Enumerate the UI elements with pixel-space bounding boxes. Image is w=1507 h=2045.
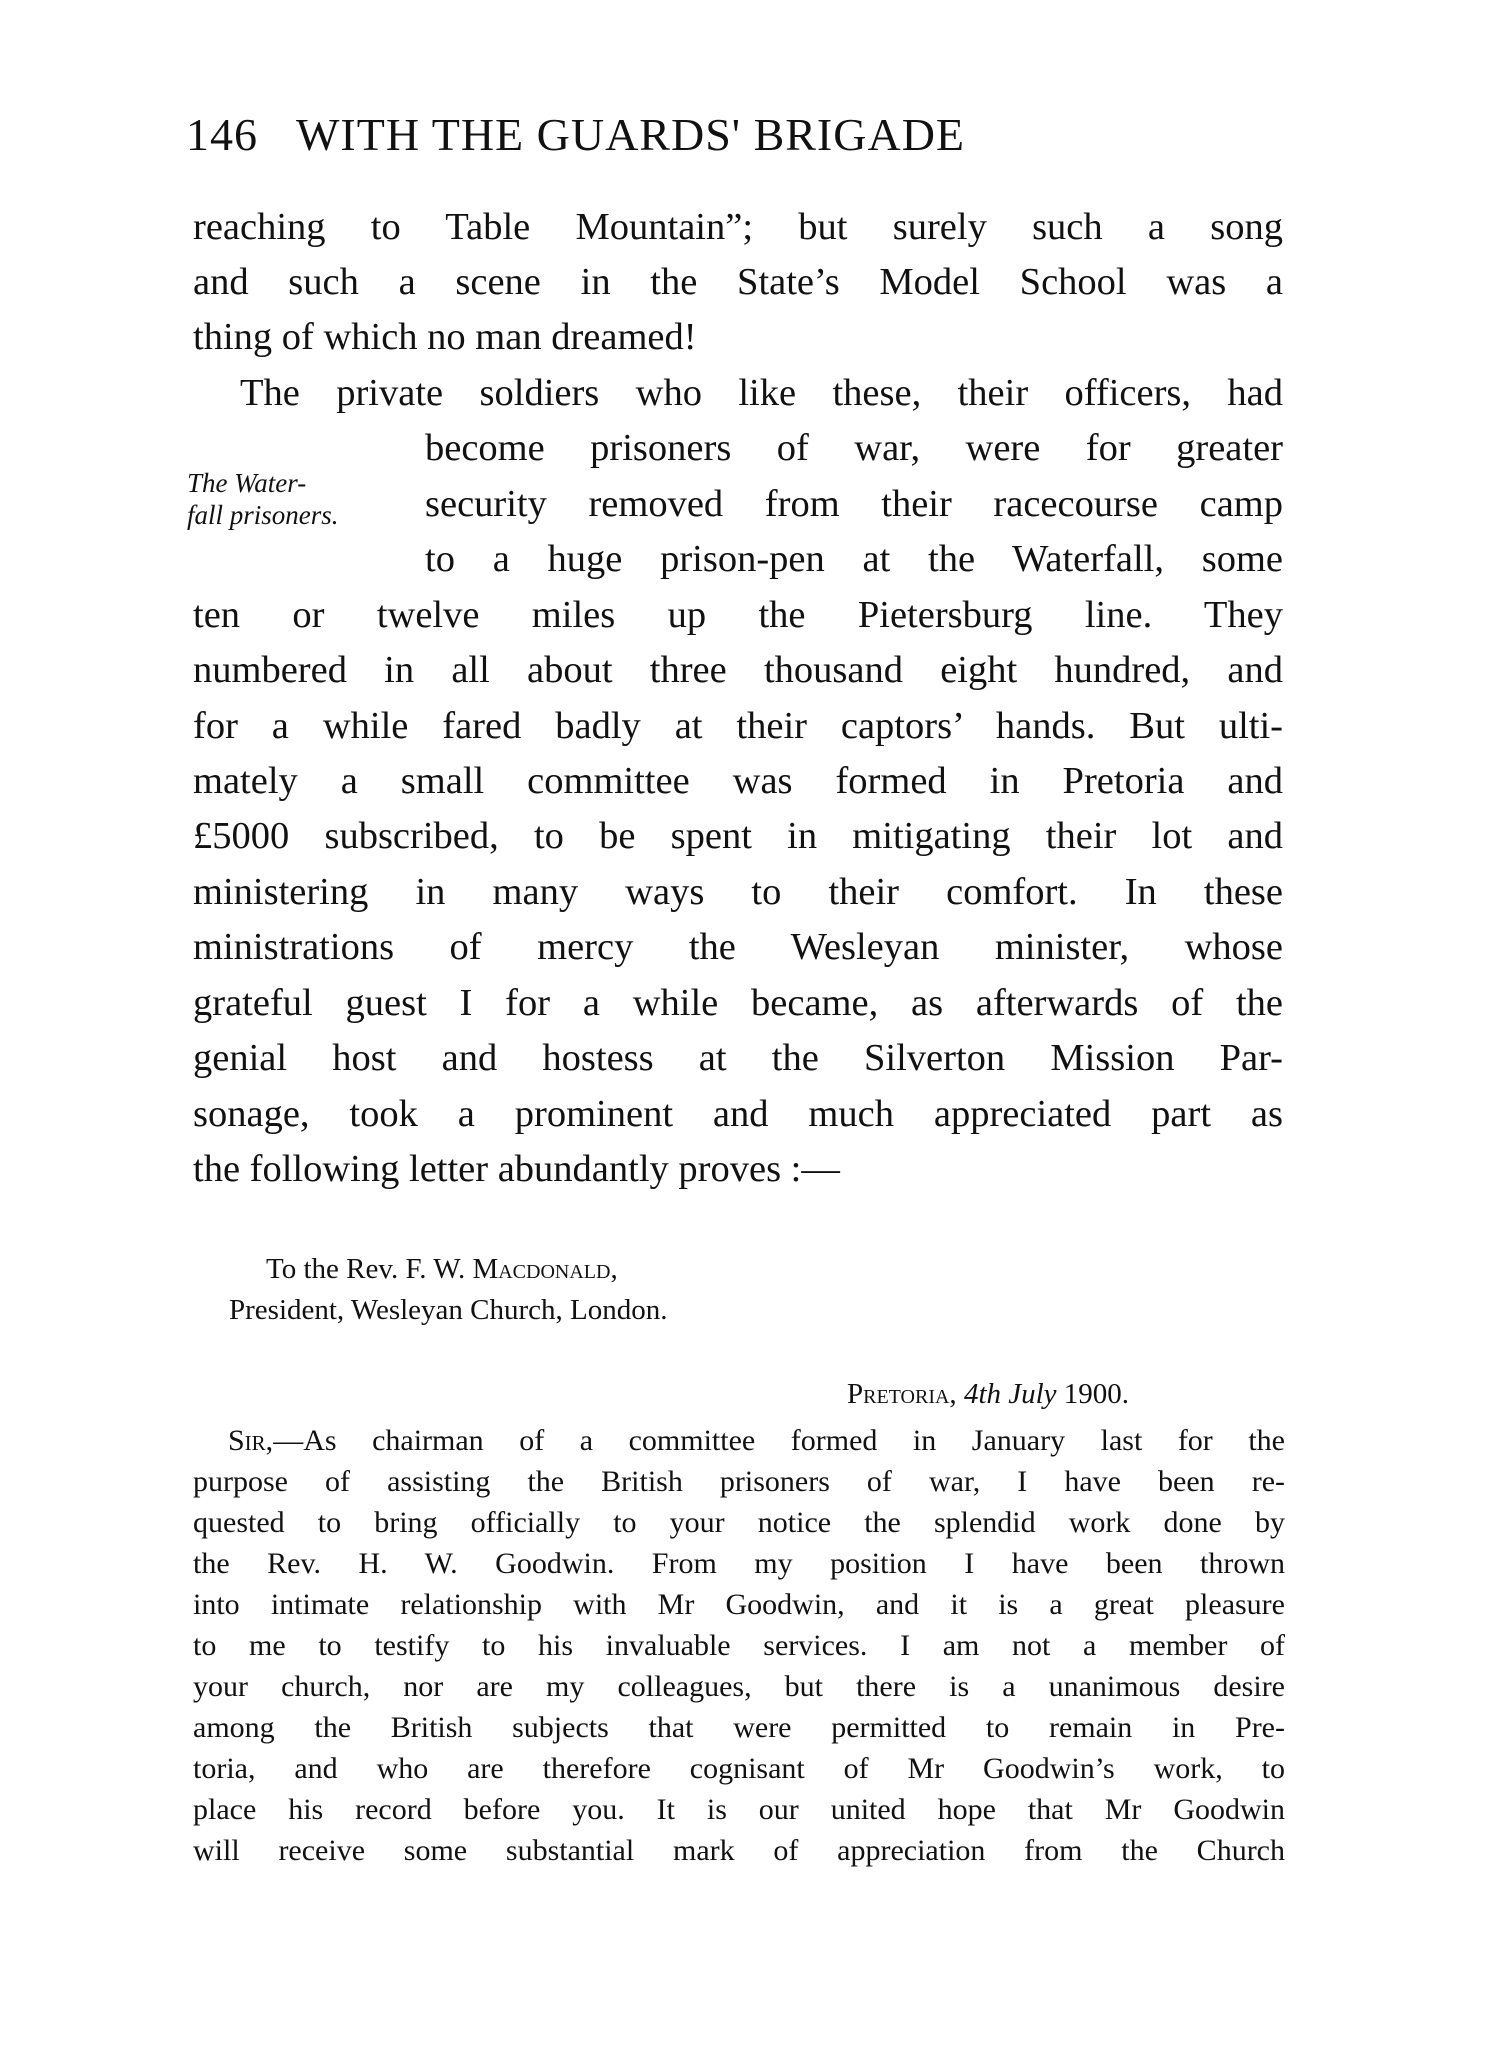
margin-note-line: fall prisoners. bbox=[187, 500, 339, 530]
body-line: and such a scene in the State’s Model School was a bbox=[193, 261, 1283, 303]
letter-line-text: —As chairman of a committee formed in January last for the bbox=[273, 1424, 1285, 1457]
letter-line bbox=[228, 1421, 1285, 1461]
letter-line: purpose of assisting the British prisoners of war, I have been re- bbox=[193, 1465, 1285, 1498]
letter-address-line: President, Wesleyan Church, London. bbox=[229, 1294, 668, 1326]
body-line: numbered in all about three thousand eight hundred, and bbox=[193, 649, 1283, 691]
running-title: WITH THE GUARDS' BRIGADE bbox=[296, 109, 966, 160]
margin-note-line: The Water- bbox=[187, 468, 307, 498]
letter-line: quested to bring officially to your notice the splendid work done by bbox=[193, 1506, 1285, 1539]
letter-line: the Rev. H. W. Goodwin. From my position I have been thrown bbox=[193, 1547, 1285, 1580]
body-line: become prisoners of war, were for greater bbox=[425, 427, 1283, 469]
letter-line: place his record before you. It is our united hope that Mr Goodwin bbox=[193, 1793, 1285, 1826]
body-line: genial host and hostess at the Silverton Mission Par- bbox=[193, 1037, 1283, 1079]
running-header bbox=[186, 108, 1286, 168]
body-line: sonage, took a prominent and much appreciated part as bbox=[193, 1093, 1283, 1135]
page-number: 146 bbox=[186, 109, 258, 160]
body-line: mately a small committee was formed in Pretoria and bbox=[193, 760, 1283, 802]
body-line: security removed from their racecourse camp bbox=[425, 483, 1283, 525]
addressee-prefix: To the Rev. F. W. bbox=[266, 1253, 473, 1285]
dateline-date: 4th July bbox=[963, 1378, 1057, 1410]
letter-addressee bbox=[266, 1251, 618, 1287]
dateline-place: Pretoria, bbox=[847, 1378, 957, 1410]
addressee-name: Macdonald, bbox=[472, 1253, 618, 1285]
letter-line: toria, and who are therefore cognisant of Mr Goodwin’s work, to bbox=[193, 1752, 1285, 1785]
body-line: ministering in many ways to their comfort. In these bbox=[193, 871, 1283, 913]
letter-line: will receive some substantial mark of appreciation from the Church bbox=[193, 1834, 1285, 1867]
letter-line: to me to testify to his invaluable services. I am not a member of bbox=[193, 1629, 1285, 1662]
letter-dateline bbox=[847, 1376, 1129, 1412]
body-line: ten or twelve miles up the Pietersburg line. They bbox=[193, 594, 1283, 636]
margin-note bbox=[187, 467, 417, 531]
paragraph-start-line: The private soldiers who like these, their officers, had bbox=[240, 372, 1283, 414]
body-line: for a while fared badly at their captors’ hands. But ulti- bbox=[193, 705, 1283, 747]
body-line: ministrations of mercy the Wesleyan minister, whose bbox=[193, 926, 1283, 968]
letter-line: among the British subjects that were permitted to remain in Pre- bbox=[193, 1711, 1285, 1744]
body-line: to a huge prison-pen at the Waterfall, some bbox=[425, 538, 1283, 580]
body-line: reaching to Table Mountain”; but surely such a song bbox=[193, 206, 1283, 248]
letter-line: your church, nor are my colleagues, but there is a unanimous desire bbox=[193, 1670, 1285, 1703]
letter-salutation: Sir, bbox=[228, 1424, 274, 1457]
body-line: thing of which no man dreamed! bbox=[193, 316, 697, 358]
body-line: grateful guest I for a while became, as afterwards of the bbox=[193, 982, 1283, 1024]
letter-line: into intimate relationship with Mr Goodwin, and it is a great pleasure bbox=[193, 1588, 1285, 1621]
body-line: the following letter abundantly proves :— bbox=[193, 1148, 840, 1190]
body-line: £5000 subscribed, to be spent in mitigating their lot and bbox=[193, 815, 1283, 857]
dateline-year: 1900. bbox=[1063, 1378, 1130, 1410]
